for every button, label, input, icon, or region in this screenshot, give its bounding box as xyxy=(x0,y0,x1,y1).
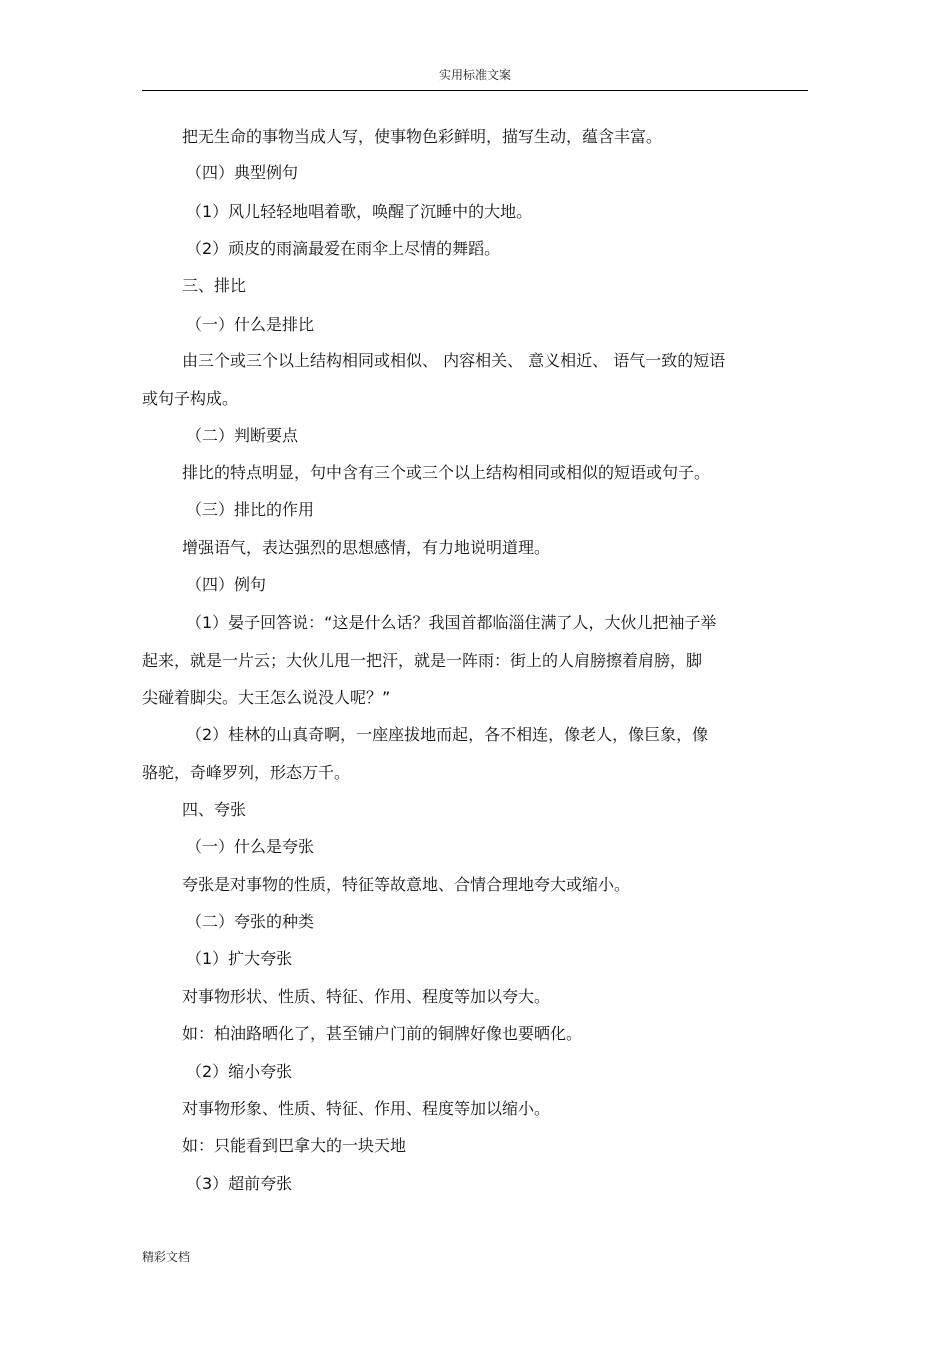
body-line-27: 对事物形象、性质、特征、作用、程度等加以缩小。 xyxy=(182,1099,551,1118)
body-line-12: 增强语气，表达强烈的思想感情，有力地说明道理。 xyxy=(182,538,551,557)
body-line-28: 如：只能看到巴拿大的一块天地 xyxy=(182,1136,407,1155)
body-line-21: 夸张是对事物的性质，特征等故意地、合情合理地夸大或缩小。 xyxy=(182,875,631,894)
body-line-17: （2）桂林的山真奇啊，一座座拔地而起，各不相连，像老人，像巨象，像 xyxy=(186,725,709,744)
body-line-10: 排比的特点明显，句中含有三个或三个以上结构相同或相似的短语或句子。 xyxy=(182,463,711,482)
body-line-6: （一）什么是排比 xyxy=(186,315,315,334)
body-line-7: 由三个或三个以上结构相同或相似、 内容相关、 意义相近、 语气一致的短语 xyxy=(182,351,726,370)
body-line-5: 三、排比 xyxy=(182,276,247,295)
body-line-1: 把无生命的事物当成人写，使事物色彩鲜明，描写生动，蕴含丰富。 xyxy=(182,127,663,146)
body-line-25: 如：柏油路晒化了，甚至铺户门前的铜牌好像也要晒化。 xyxy=(182,1024,583,1043)
body-line-23: （1）扩大夸张 xyxy=(186,949,293,968)
body-line-14: （1）晏子回答说：“这是什么话？我国首都临淄住满了人，大伙儿把袖子举 xyxy=(186,613,717,632)
header-divider xyxy=(142,90,808,91)
body-line-11: （三）排比的作用 xyxy=(186,500,315,519)
body-line-20: （一）什么是夸张 xyxy=(186,837,315,856)
body-line-16: 尖碰着脚尖。大王怎么说没人呢？” xyxy=(142,688,391,707)
body-line-19: 四、夸张 xyxy=(182,800,247,819)
page-footer: 精彩文档 xyxy=(142,1250,191,1264)
body-line-8: 或句子构成。 xyxy=(142,389,239,408)
body-line-3: （1）风儿轻轻地唱着歌，唤醒了沉睡中的大地。 xyxy=(186,202,533,221)
body-line-29: （3）超前夸张 xyxy=(186,1174,293,1193)
body-line-22: （二）夸张的种类 xyxy=(186,912,315,931)
body-line-15: 起来，就是一片云；大伙儿甩一把汗，就是一阵雨：街上的人肩膀擦着肩膀，脚 xyxy=(142,651,703,670)
body-line-18: 骆驼，奇峰罗列，形态万千。 xyxy=(142,763,351,782)
body-line-26: （2）缩小夸张 xyxy=(186,1062,293,1081)
body-line-13: （四）例句 xyxy=(186,575,267,594)
body-line-4: （2）顽皮的雨滴最爱在雨伞上尽情的舞蹈。 xyxy=(186,239,501,258)
body-line-2: （四）典型例句 xyxy=(186,163,299,182)
body-line-9: （二）判断要点 xyxy=(186,426,299,445)
body-line-24: 对事物形状、性质、特征、作用、程度等加以夸大。 xyxy=(182,987,551,1006)
page-header: 实用标准文案 xyxy=(438,68,511,82)
